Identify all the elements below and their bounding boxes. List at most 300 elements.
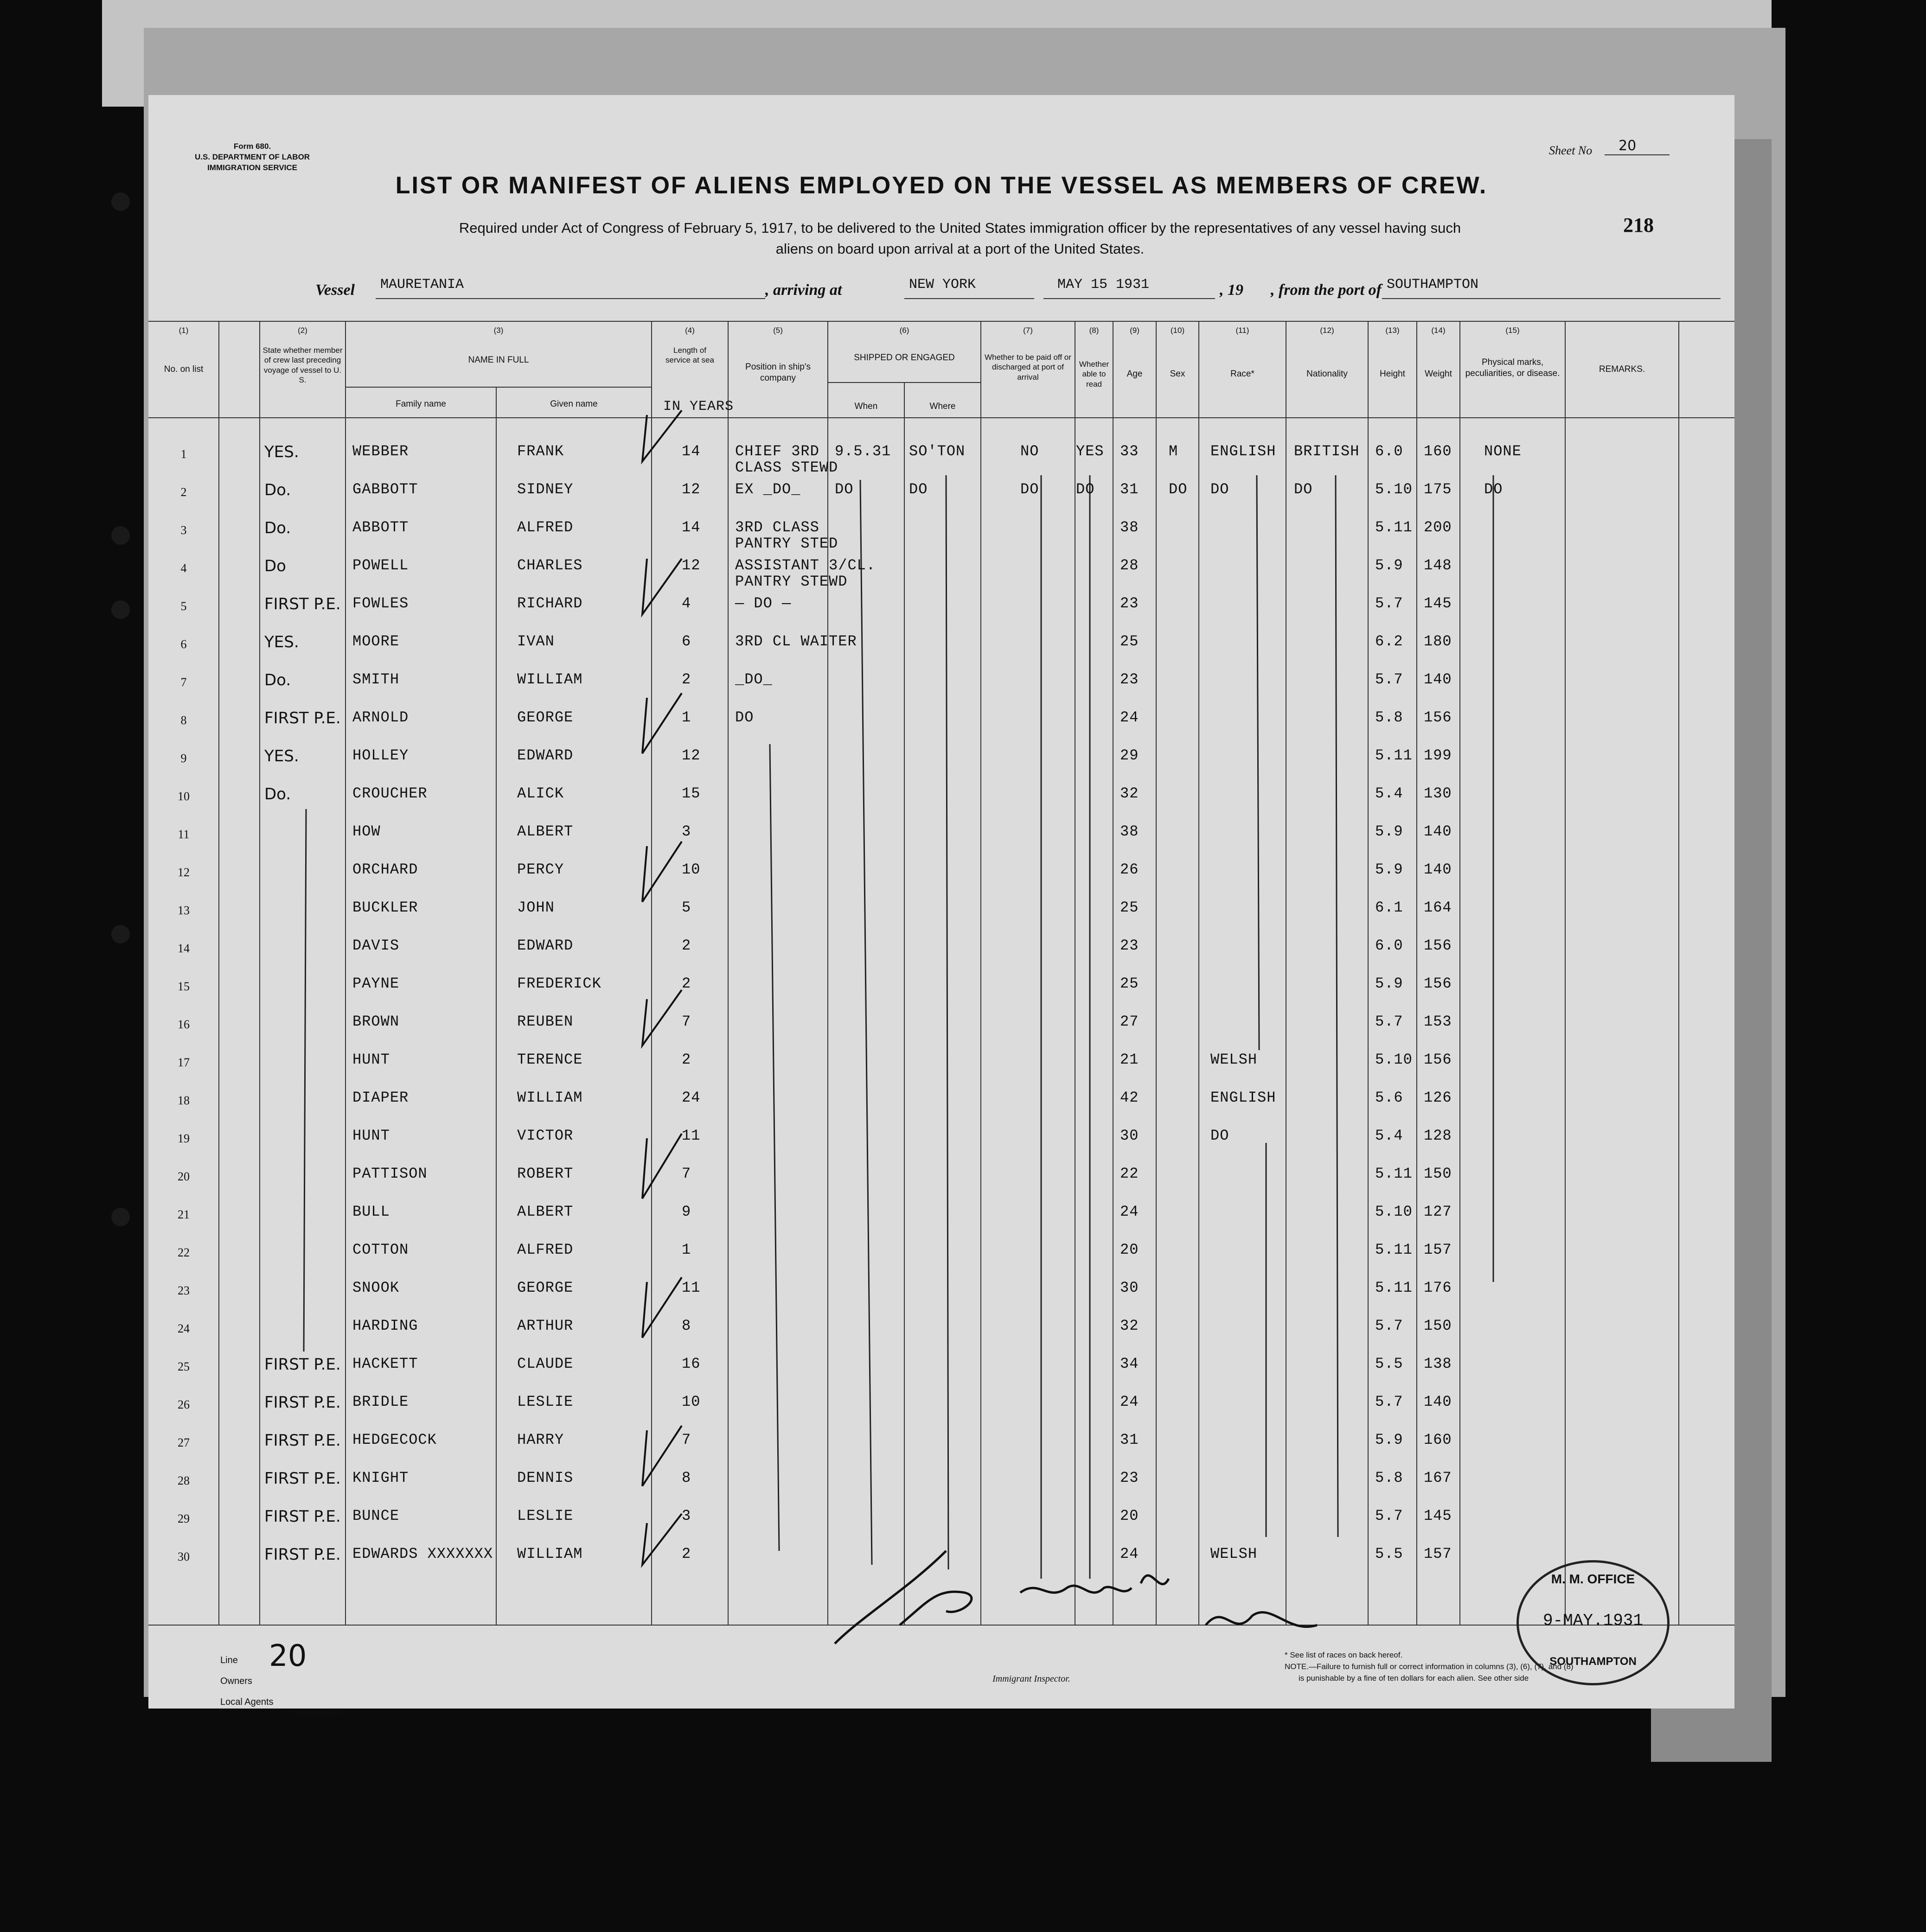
given-name: JOHN <box>517 899 555 916</box>
given-name: CLAUDE <box>517 1355 574 1372</box>
able-to-read: YES <box>1076 443 1104 460</box>
age: 25 <box>1120 899 1139 916</box>
position: _DO_ <box>735 671 773 688</box>
vessel-name: MAURETANIA <box>380 277 464 293</box>
given-name: VICTOR <box>517 1127 574 1144</box>
paid-off: DO <box>1020 481 1039 498</box>
weight: 157 <box>1424 1545 1452 1562</box>
height: 5.10 <box>1375 1051 1413 1068</box>
service-years: 10 <box>682 861 701 878</box>
service-years: 24 <box>682 1089 701 1106</box>
given-name: LESLIE <box>517 1507 574 1524</box>
row-number: 9 <box>180 752 187 765</box>
departure-port: SOUTHAMPTON <box>1387 277 1479 293</box>
age: 31 <box>1120 481 1139 498</box>
service-years: 14 <box>682 443 701 460</box>
family-name: ARNOLD <box>352 709 409 726</box>
height: 5.4 <box>1375 785 1403 802</box>
shipped-where: SO'TON <box>909 443 966 460</box>
height: 5.7 <box>1375 671 1403 688</box>
row-number: 14 <box>178 942 190 955</box>
family-name: POWELL <box>352 557 409 574</box>
shipped-where: DO <box>909 481 928 498</box>
age: 23 <box>1120 595 1139 612</box>
service-years: 10 <box>682 1393 701 1410</box>
age: 27 <box>1120 1013 1139 1030</box>
row-number: 22 <box>178 1246 190 1259</box>
previous-voyage: FIRST P.E. <box>264 1507 341 1526</box>
race: ENGLISH <box>1210 443 1276 460</box>
weight: 199 <box>1424 747 1452 764</box>
height: 6.0 <box>1375 937 1403 954</box>
height: 5.9 <box>1375 861 1403 878</box>
age: 38 <box>1120 519 1139 536</box>
service-years: 2 <box>682 975 691 992</box>
height: 5.6 <box>1375 1089 1403 1106</box>
weight: 140 <box>1424 1393 1452 1410</box>
stamp-date: 9-MAY.1931 <box>1542 1611 1644 1630</box>
given-name: WILLIAM <box>517 671 583 688</box>
previous-voyage: FIRST P.E. <box>264 595 341 613</box>
col3-number: (3) <box>493 326 504 335</box>
stamp-bottom: SOUTHAMPTON <box>1549 1655 1637 1668</box>
weight: 156 <box>1424 975 1452 992</box>
age: 31 <box>1120 1431 1139 1448</box>
col1-header: No. on list <box>164 364 204 374</box>
height: 5.8 <box>1375 709 1403 726</box>
height: 5.4 <box>1375 1127 1403 1144</box>
given-name: RICHARD <box>517 595 583 612</box>
physical-marks: DO <box>1484 481 1503 498</box>
given-name: WILLIAM <box>517 1089 583 1106</box>
service: IMMIGRATION SERVICE <box>207 163 298 172</box>
age: 33 <box>1120 443 1139 460</box>
age: 42 <box>1120 1089 1139 1106</box>
previous-voyage: YES. <box>264 747 299 765</box>
service-years: 1 <box>682 1241 691 1258</box>
age: 25 <box>1120 975 1139 992</box>
weight: 164 <box>1424 899 1452 916</box>
able-to-read: DO <box>1076 481 1095 498</box>
given-name: HARRY <box>517 1431 564 1448</box>
family-name: HACKETT <box>352 1355 418 1372</box>
age: 24 <box>1120 1393 1139 1410</box>
col4-number: (4) <box>685 326 695 335</box>
given-name: DENNIS <box>517 1469 574 1486</box>
family-name: BUCKLER <box>352 899 418 916</box>
paid-off: NO <box>1020 443 1039 460</box>
family-name: GABBOTT <box>352 481 418 498</box>
inspector-label: Immigrant Inspector. <box>992 1674 1070 1684</box>
race: WELSH <box>1210 1545 1258 1562</box>
weight: 145 <box>1424 595 1452 612</box>
previous-voyage: Do. <box>264 519 291 537</box>
page-title: LIST OR MANIFEST OF ALIENS EMPLOYED ON THE VESSEL AS MEMBERS OF CREW. <box>395 172 1488 199</box>
height: 6.1 <box>1375 899 1403 916</box>
height: 5.11 <box>1375 519 1413 536</box>
family-name: SMITH <box>352 671 400 688</box>
service-years: 3 <box>682 1507 691 1524</box>
given-name: FRANK <box>517 443 564 460</box>
row-number: 17 <box>178 1056 190 1069</box>
service-years: 8 <box>682 1317 691 1334</box>
shipped-when: 9.5.31 <box>835 443 891 460</box>
col14-header: Weight <box>1425 369 1452 379</box>
age: 23 <box>1120 937 1139 954</box>
height: 5.5 <box>1375 1355 1403 1372</box>
nationality: DO <box>1294 481 1313 498</box>
col13-header: Height <box>1380 369 1405 379</box>
col5-header: Position in ship's company <box>745 362 811 383</box>
row-number: 15 <box>178 980 190 993</box>
height: 5.8 <box>1375 1469 1403 1486</box>
col10-number: (10) <box>1170 326 1185 335</box>
col15-number: (15) <box>1505 326 1520 335</box>
row-number: 18 <box>178 1094 190 1107</box>
given-name: ALBERT <box>517 1203 574 1220</box>
previous-voyage: Do. <box>264 785 291 803</box>
col3-family-header: Family name <box>396 399 446 409</box>
family-name: WEBBER <box>352 443 409 460</box>
family-name: HOW <box>352 823 381 840</box>
col9-header: Age <box>1126 369 1143 379</box>
line-label: Line <box>220 1655 238 1665</box>
service-years: 12 <box>682 747 701 764</box>
weight: 167 <box>1424 1469 1452 1486</box>
service-years: 11 <box>682 1279 701 1296</box>
age: 38 <box>1120 823 1139 840</box>
height: 5.7 <box>1375 1013 1403 1030</box>
col6-where-header: Where <box>929 402 956 411</box>
service-years: 7 <box>682 1013 691 1030</box>
height: 6.0 <box>1375 443 1403 460</box>
previous-voyage: FIRST P.E. <box>264 1469 341 1488</box>
service-years: 7 <box>682 1165 691 1182</box>
weight: 156 <box>1424 937 1452 954</box>
service-years: 8 <box>682 1469 691 1486</box>
service-years: 6 <box>682 633 691 650</box>
family-name: KNIGHT <box>352 1469 409 1486</box>
height: 5.9 <box>1375 975 1403 992</box>
col3-header: NAME IN FULL <box>468 355 529 365</box>
family-name: DIAPER <box>352 1089 409 1106</box>
row-number: 25 <box>178 1360 190 1373</box>
given-name: ROBERT <box>517 1165 574 1182</box>
row-number: 28 <box>178 1474 190 1487</box>
height: 6.2 <box>1375 633 1403 650</box>
service-years: 3 <box>682 823 691 840</box>
position: EX _DO_ <box>735 481 801 498</box>
row-number: 8 <box>180 714 187 727</box>
family-name: PAYNE <box>352 975 400 992</box>
weight: 145 <box>1424 1507 1452 1524</box>
given-name: TERENCE <box>517 1051 583 1068</box>
previous-voyage: FIRST P.E. <box>264 1355 341 1374</box>
weight: 128 <box>1424 1127 1452 1144</box>
height: 5.11 <box>1375 747 1413 764</box>
family-name: HOLLEY <box>352 747 409 764</box>
row-number: 13 <box>178 904 190 917</box>
col8-header: Whether able to read <box>1079 360 1109 389</box>
row-number: 3 <box>180 523 187 537</box>
binder-hole <box>111 526 130 545</box>
age: 23 <box>1120 671 1139 688</box>
arrival-date: MAY 15 1931 <box>1057 277 1150 293</box>
weight: 160 <box>1424 443 1452 460</box>
given-name: ALFRED <box>517 1241 574 1258</box>
physical-marks: NONE <box>1484 443 1522 460</box>
given-name: CHARLES <box>517 557 583 574</box>
position: 3RD CL WAITER <box>735 633 857 650</box>
subtitle-line-2: aliens on board upon arrival at a port of the United States. <box>775 240 1145 257</box>
vessel-label: Vessel <box>315 281 355 299</box>
service-years: 12 <box>682 557 701 574</box>
col1-number: (1) <box>179 326 189 335</box>
nationality: BRITISH <box>1294 443 1360 460</box>
previous-voyage: FIRST P.E. <box>264 1393 341 1412</box>
manifest-page <box>148 95 1734 1716</box>
col11-header: Race* <box>1230 369 1254 379</box>
age: 32 <box>1120 785 1139 802</box>
col5-number: (5) <box>773 326 783 335</box>
col8-number: (8) <box>1089 326 1099 335</box>
row-number: 7 <box>180 676 187 689</box>
year-label: , 19 <box>1220 281 1243 299</box>
department: U.S. DEPARTMENT OF LABOR <box>195 152 310 161</box>
row-number: 24 <box>178 1322 190 1335</box>
age: 24 <box>1120 709 1139 726</box>
previous-voyage: FIRST P.E. <box>264 1545 341 1564</box>
row-number: 29 <box>178 1512 190 1525</box>
weight: 126 <box>1424 1089 1452 1106</box>
given-name: ALBERT <box>517 823 574 840</box>
col2-number: (2) <box>298 326 307 335</box>
col4-header: Length of service at sea <box>665 346 714 365</box>
height: 5.5 <box>1375 1545 1403 1562</box>
age: 34 <box>1120 1355 1139 1372</box>
height: 5.11 <box>1375 1279 1413 1296</box>
family-name: ABBOTT <box>352 519 409 536</box>
service-years: 2 <box>682 1051 691 1068</box>
weight: 150 <box>1424 1165 1452 1182</box>
age: 20 <box>1120 1507 1139 1524</box>
row-number: 21 <box>178 1208 190 1221</box>
previous-voyage: FIRST P.E. <box>264 1431 341 1450</box>
weight: 150 <box>1424 1317 1452 1334</box>
service-years: 1 <box>682 709 691 726</box>
races-note: * See list of races on back hereof. <box>1285 1651 1403 1659</box>
col12-number: (12) <box>1320 326 1334 335</box>
col4-in-years: IN YEARS <box>663 399 734 414</box>
age: 30 <box>1120 1127 1139 1144</box>
shipped-when: DO <box>835 481 854 498</box>
age: 32 <box>1120 1317 1139 1334</box>
family-name: SNOOK <box>352 1279 400 1296</box>
service-check-marks <box>642 410 682 1565</box>
row-number: 20 <box>178 1170 190 1183</box>
height: 5.9 <box>1375 557 1403 574</box>
sheet-number: 20 <box>1619 138 1637 154</box>
inspector-signature <box>807 1532 1410 1653</box>
sex: M <box>1169 443 1178 460</box>
age: 23 <box>1120 1469 1139 1486</box>
given-name: WILLIAM <box>517 1545 583 1562</box>
given-name: GEORGE <box>517 1279 574 1296</box>
weight: 175 <box>1424 481 1452 498</box>
service-years: 2 <box>682 937 691 954</box>
race: DO <box>1210 1127 1229 1144</box>
family-name: CROUCHER <box>352 785 428 802</box>
arrival-port: NEW YORK <box>909 277 976 293</box>
col14-number: (14) <box>1431 326 1446 335</box>
row-number: 10 <box>178 790 190 803</box>
form-number: Form 680. <box>233 142 271 151</box>
family-name: HUNT <box>352 1127 390 1144</box>
weight: 127 <box>1424 1203 1452 1220</box>
weight: 176 <box>1424 1279 1452 1296</box>
height: 5.7 <box>1375 1393 1403 1410</box>
height: 5.7 <box>1375 1507 1403 1524</box>
service-years: 7 <box>682 1431 691 1448</box>
family-name: HUNT <box>352 1051 390 1068</box>
given-name: REUBEN <box>517 1013 574 1030</box>
col15-header: Physical marks, peculiarities, or disease. <box>1465 357 1560 378</box>
age: 30 <box>1120 1279 1139 1296</box>
previous-voyage: FIRST P.E. <box>264 709 341 727</box>
race: DO <box>1210 481 1229 498</box>
given-name: IVAN <box>517 633 555 650</box>
given-name: EDWARD <box>517 747 574 764</box>
row-number: 5 <box>180 599 187 613</box>
given-name: ALICK <box>517 785 564 802</box>
service-years: 2 <box>682 671 691 688</box>
row-number: 12 <box>178 866 190 879</box>
previous-voyage: Do. <box>264 481 291 499</box>
given-name: SIDNEY <box>517 481 574 498</box>
col6-header: SHIPPED OR ENGAGED <box>854 353 955 363</box>
height: 5.9 <box>1375 1431 1403 1448</box>
col13-number: (13) <box>1385 326 1400 335</box>
given-name: ARTHUR <box>517 1317 574 1334</box>
service-years: 12 <box>682 481 701 498</box>
col7-header: Whether to be paid off or discharged at port of arrival <box>985 353 1071 382</box>
office-stamp <box>1516 1560 1670 1685</box>
race: WELSH <box>1210 1051 1258 1068</box>
weight: 140 <box>1424 823 1452 840</box>
weight: 200 <box>1424 519 1452 536</box>
position: ASSISTANT 3/CL. <box>735 557 876 574</box>
agents-label: Local Agents <box>220 1697 274 1707</box>
arriving-label: , arriving at <box>765 281 842 299</box>
col6-when-header: When <box>854 402 878 411</box>
row-number: 1 <box>180 447 187 461</box>
given-name: EDWARD <box>517 937 574 954</box>
binder-hole <box>111 1208 130 1226</box>
service-years: 2 <box>682 1545 691 1562</box>
height: 5.7 <box>1375 1317 1403 1334</box>
service-years: 15 <box>682 785 701 802</box>
service-years: 4 <box>682 595 691 612</box>
family-name: MOORE <box>352 633 400 650</box>
binder-hole <box>111 925 130 944</box>
weight: 156 <box>1424 709 1452 726</box>
height: 5.7 <box>1375 595 1403 612</box>
row-number: 19 <box>178 1132 190 1145</box>
row-number: 26 <box>178 1398 190 1411</box>
previous-voyage: Do <box>264 557 286 575</box>
remarks-header: REMARKS. <box>1599 364 1645 374</box>
stamp-top: M. M. OFFICE <box>1551 1572 1635 1586</box>
col3-given-header: Given name <box>550 399 598 409</box>
given-name: PERCY <box>517 861 564 878</box>
position: CHIEF 3RD <box>735 443 819 460</box>
weight: 148 <box>1424 557 1452 574</box>
col9-number: (9) <box>1130 326 1139 335</box>
position: 3RD CLASS <box>735 519 819 536</box>
height: 5.10 <box>1375 481 1413 498</box>
line-value: 20 <box>269 1639 307 1673</box>
document-number: 218 <box>1623 214 1654 236</box>
family-name: BRIDLE <box>352 1393 409 1410</box>
family-name: FOWLES <box>352 595 409 612</box>
position-line-2: PANTRY STEWD <box>735 573 848 590</box>
age: 26 <box>1120 861 1139 878</box>
previous-voyage: YES. <box>264 443 299 461</box>
penalty-note-1: NOTE.—Failure to furnish full or correct information in columns (3), (6), (7), and (8) <box>1285 1662 1574 1671</box>
row-number: 4 <box>180 561 187 575</box>
given-name: GEORGE <box>517 709 574 726</box>
owners-label: Owners <box>220 1676 252 1686</box>
given-name: LESLIE <box>517 1393 574 1410</box>
family-name: BROWN <box>352 1013 400 1030</box>
col12-header: Nationality <box>1306 369 1348 379</box>
row-number: 16 <box>178 1018 190 1031</box>
row-number: 2 <box>180 485 187 499</box>
family-name: ORCHARD <box>352 861 418 878</box>
binder-hole <box>111 600 130 619</box>
age: 20 <box>1120 1241 1139 1258</box>
family-name: PATTISON <box>352 1165 428 1182</box>
family-name: DAVIS <box>352 937 400 954</box>
family-name: BUNCE <box>352 1507 400 1524</box>
service-years: 11 <box>682 1127 701 1144</box>
position: DO <box>735 709 754 726</box>
weight: 180 <box>1424 633 1452 650</box>
height: 5.9 <box>1375 823 1403 840</box>
age: 29 <box>1120 747 1139 764</box>
penalty-note-2: is punishable by a fine of ten dollars for each alien. See other side <box>1299 1674 1529 1683</box>
given-name: FREDERICK <box>517 975 601 992</box>
position-line-2: CLASS STEWD <box>735 459 838 476</box>
row-number: 11 <box>178 828 190 841</box>
service-years: 14 <box>682 519 701 536</box>
weight: 140 <box>1424 861 1452 878</box>
from-label: , from the port of <box>1271 281 1382 299</box>
family-name: HARDING <box>352 1317 418 1334</box>
service-years: 9 <box>682 1203 691 1220</box>
weight: 138 <box>1424 1355 1452 1372</box>
weight: 160 <box>1424 1431 1452 1448</box>
given-name: ALFRED <box>517 519 574 536</box>
row-number: 30 <box>178 1550 190 1563</box>
col6-number: (6) <box>899 326 909 335</box>
family-name: EDWARDS XXXXXXX <box>352 1545 493 1562</box>
position: — DO — <box>735 595 792 612</box>
previous-voyage: Do. <box>264 671 291 689</box>
age: 21 <box>1120 1051 1139 1068</box>
weight: 153 <box>1424 1013 1452 1030</box>
service-years: 5 <box>682 899 691 916</box>
